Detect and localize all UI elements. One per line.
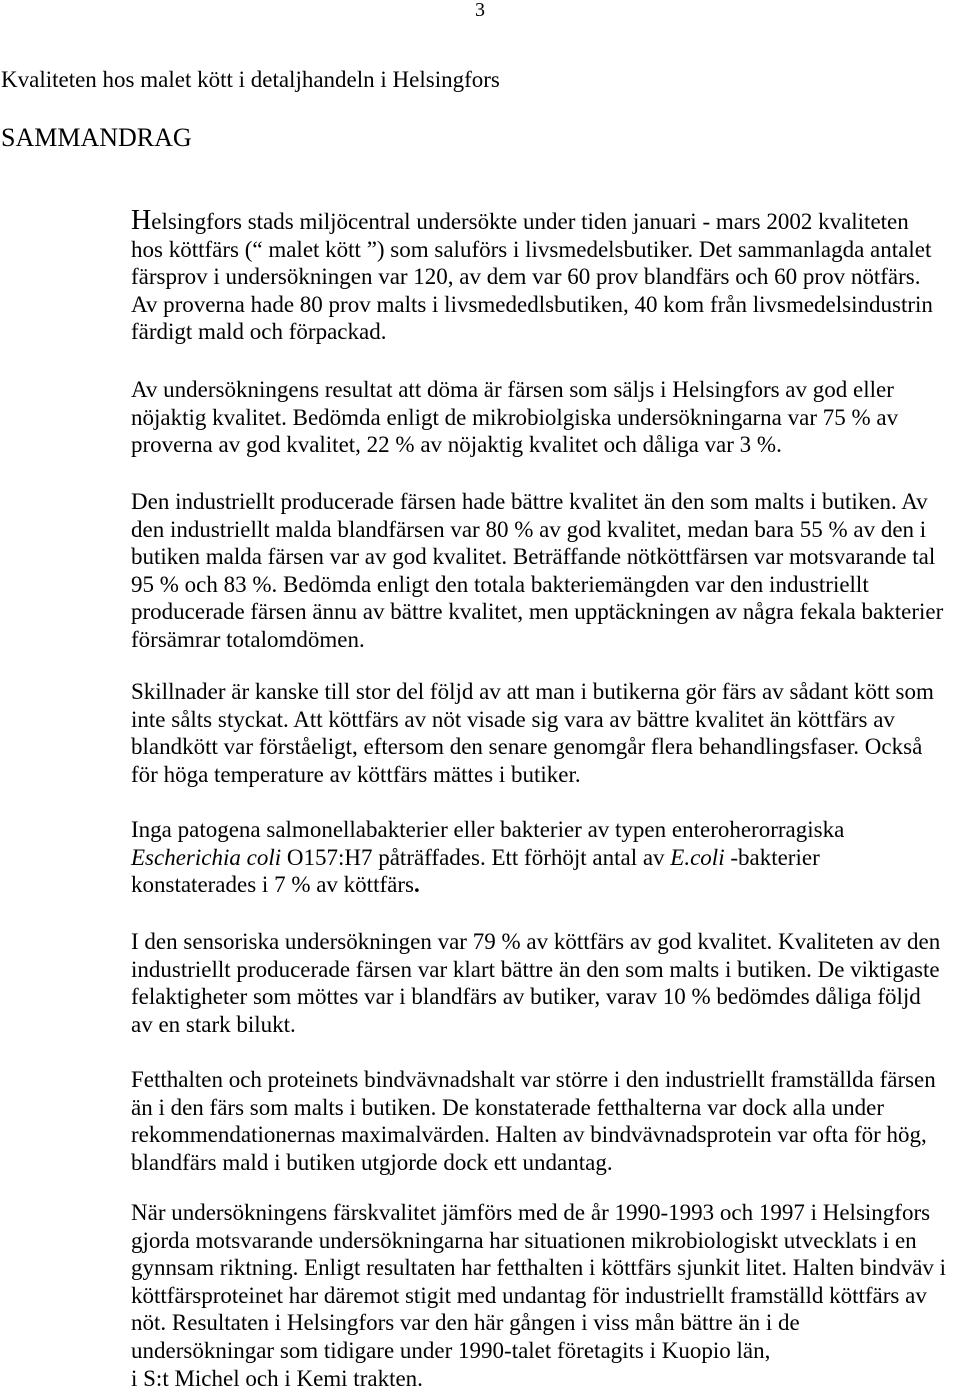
paragraph-line: butiken malda färsen var av god kvalitet. Beträffande nötköttfärsen var motsvarande tal [131,544,936,570]
paragraph-line: nöjaktig kvalitet. Bedömda enligt de mikrobiolgiska undersökningarna var 75 % av [131,404,899,430]
paragraph-line: nöt. Resultaten i Helsingfors var den här gången i viss mån bättre än i de [131,1310,800,1336]
paragraph-line: Fetthalten och proteinets bindvävnadshalt var större i den industriellt framställda färsen [131,1067,936,1092]
line-text: konstaterades i 7 % av köttfärs [131,872,414,898]
paragraph-line: Av undersökningens resultat att döma är färsen som säljs i Helsingfors av god eller [131,377,894,402]
paragraph-line: I den sensoriska undersökningen var 79 % av köttfärs av god kvalitet. Kvaliteten av den [131,929,941,954]
paragraph-line: inte sålts styckat. Att köttfärs av nöt visade sig vara av bättre kvalitet än köttfärs av [131,706,895,732]
summary-paragraph-3 [131,491,951,651]
paragraph-line: undersökningar som tidigare under 1990-talet företagits i Kuopio län, [131,1337,771,1363]
paragraph-line: hos köttfärs (“ malet kött ”) som saluförs i livsmedelsbutiker. Det sammanlagda antalet [131,236,932,262]
paragraph-line: producerade färsen ännu av bättre kvalitet, men upptäckningen av några fekala bakterier [131,599,944,625]
paragraph-line: proverna av god kvalitet, 22 % av nöjaktig kvalitet och dåliga var 3 %. [131,432,782,458]
summary-paragraph-2 [131,379,951,456]
section-heading: SAMMANDRAG [1,123,192,152]
line-text: O157:H7 påträffades. Ett förhöjt antal av [281,844,671,870]
paragraph-line: felaktigheter som möttes var i blandfärs av butiker, varav 10 % bedömdes dåliga följd [131,984,921,1010]
summary-paragraph-8 [131,1202,951,1390]
page-number: 3 [475,0,485,21]
paragraph-line: den industriellt malda blandfärsen var 80 % av god kvalitet, medan bara 55 % av den i [131,516,927,542]
paragraph-line: försämrar totalomdömen. [131,626,365,652]
line-text: -bakterier [724,844,820,870]
paragraph-line: i S:t Michel och i Kemi trakten. [131,1365,423,1391]
paragraph-line: färdigt mald och förpackad. [131,319,387,345]
paragraph-line: gjorda motsvarande undersökningarna har situationen mikrobiologiskt utvecklats i en [131,1227,917,1253]
paragraph-line: blandkött var förståeligt, eftersom den senare genomgår flera behandlingsfaser. Också [131,734,923,760]
document-title: Kvaliteten hos malet kött i detaljhandeln i Helsingfors [1,67,500,92]
line-text: elsingfors stads miljöcentral undersökte under tiden januari - mars 2002 kvaliteten [151,209,909,234]
summary-paragraph-5 [131,819,951,896]
paragraph-line [131,874,951,896]
paragraph-line: av en stark bilukt. [131,1011,296,1037]
paragraph-line: köttfärsproteinet har däremot stigit med undantag för industriellt framställd köttfärs av [131,1282,927,1308]
species-abbreviation-italic: E.coli [670,844,725,870]
paragraph-line: Skillnader är kanske till stor del följd av att man i butikerna gör färs av sådant kött som [131,679,934,704]
paragraph-line: än i den färs som malts i butiken. De konstaterade fetthalterna var dock alla under [131,1094,884,1120]
enlarged-initial-letter: H [131,205,152,236]
summary-paragraph-1 [131,205,951,345]
summary-paragraph-4 [131,681,951,786]
paragraph-line: färsprov i undersökningen var 120, av dem var 60 prov blandfärs och 60 prov nötfärs. [131,264,921,290]
paragraph-line: Inga patogena salmonellabakterier eller bakterier av typen enteroherorragiska [131,817,845,842]
bold-period: . [413,872,420,898]
paragraph-line: När undersökningens färskvalitet jämförs med de år 1990-1993 och 1997 i Helsingfors [131,1200,931,1225]
paragraph-line: Den industriellt producerade färsen hade bättre kvalitet än den som malts i butiken. Av [131,489,928,514]
paragraph-line [131,205,951,236]
summary-paragraph-6 [131,931,951,1036]
paragraph-line: för höga temperature av köttfärs mättes i butiker. [131,761,581,787]
paragraph-line: Av proverna hade 80 prov malts i livsmededlsbutiken, 40 kom från livsmedelsindustrin [131,291,933,317]
species-name-italic: Escherichia coli [131,844,282,870]
paragraph-line: industriellt producerade färsen var klart bättre än den som malts i butiken. De viktigaste [131,956,940,982]
paragraph-line: gynnsam riktning. Enligt resultaten har fetthalten i köttfärs sjunkit litet. Halten bindväv i [131,1255,947,1281]
paragraph-line: rekommendationernas maximalvärden. Halten av bindvävnadsprotein var ofta för hög, [131,1122,927,1148]
paragraph-line: blandfärs mald i butiken utgjorde dock ett undantag. [131,1149,613,1175]
paragraph-line: 95 % och 83 %. Bedömda enligt den totala bakteriemängden var den industriellt [131,571,869,597]
summary-paragraph-7 [131,1069,951,1174]
paragraph-line [131,844,951,870]
